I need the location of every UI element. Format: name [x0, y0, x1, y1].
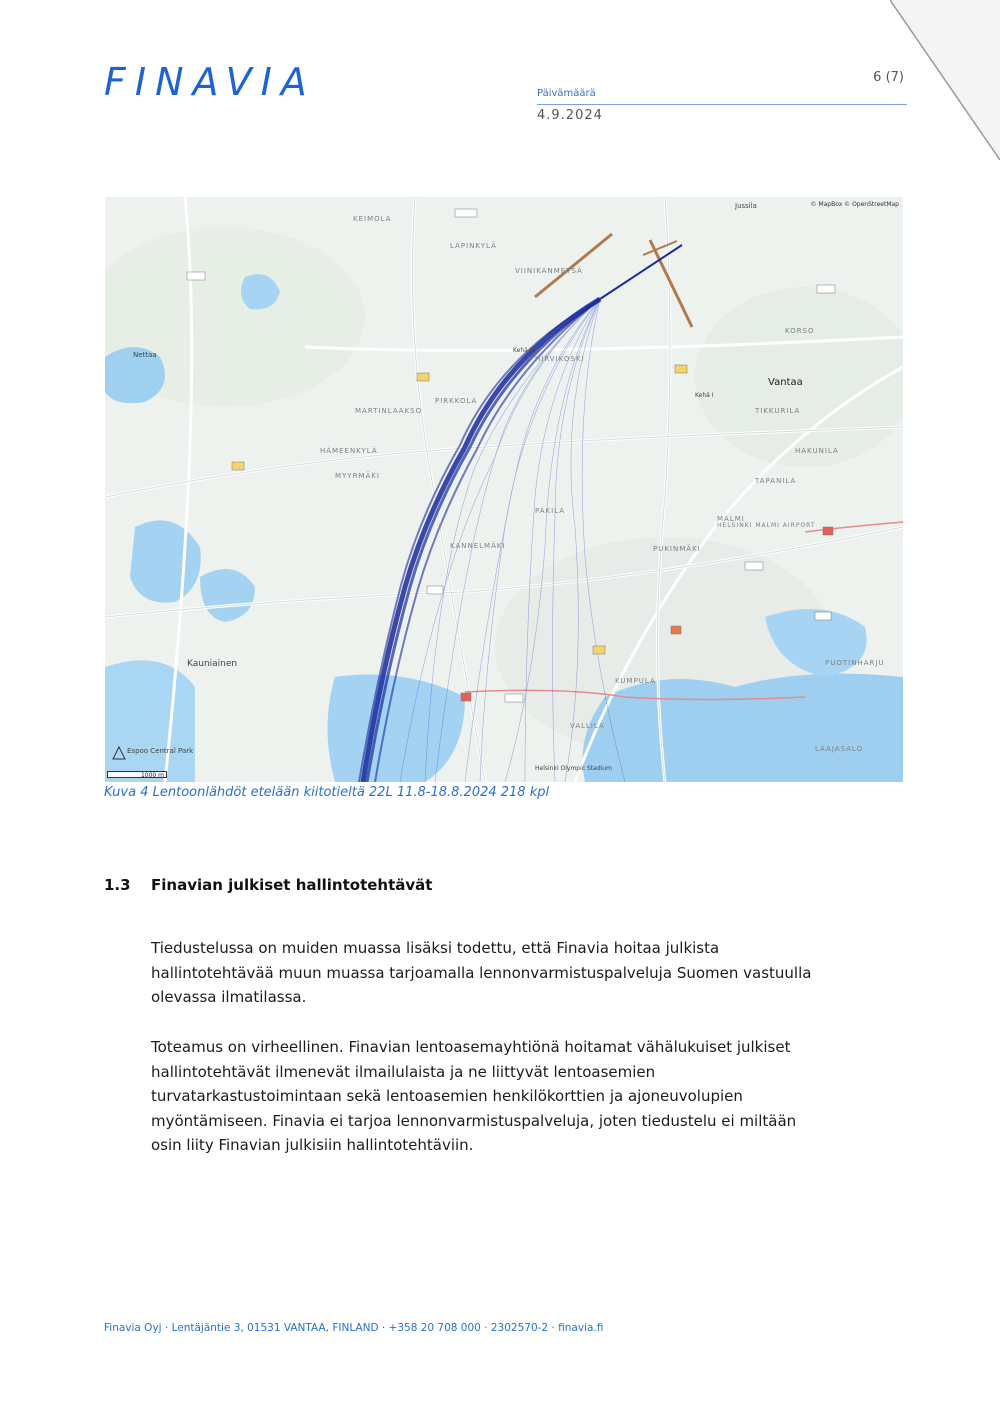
- figure-caption: Kuva 4 Lentoonlähdöt etelään kiitotieltä 22L 11.8-18.8.2024 218 kpl: [104, 785, 550, 800]
- district-label: VIINIKANMETSÄ: [515, 267, 583, 275]
- place-label-jussila: Jussila: [735, 202, 757, 210]
- page-number: 6 (7): [873, 70, 904, 85]
- district-label: KUMPULA: [615, 677, 656, 685]
- district-label: MALMI: [717, 515, 745, 523]
- district-label: HAKUNILA: [795, 447, 839, 455]
- district-label: TIKKURILA: [755, 407, 801, 415]
- place-label-malmi-airport: HELSINKI MALMI AIRPORT: [717, 522, 816, 529]
- district-label: PAKILA: [535, 507, 566, 515]
- paragraph-line: turvatarkastustoimintaan sekä lentoasemien henkilökorttien ja ajoneuvolupien: [151, 1087, 743, 1105]
- place-label-espoo-central-park: Espoo Central Park: [127, 747, 194, 755]
- place-label-olympic-stadium: Helsinki Olympic Stadium: [535, 765, 612, 772]
- city-label-vantaa: Vantaa: [768, 377, 803, 388]
- map-scale-bar: 1000 m: [107, 771, 167, 778]
- district-label: KEIMOLA: [353, 215, 392, 223]
- district-label: PUOTINHARJU: [825, 659, 885, 667]
- district-label: HIRVIKOSKI: [535, 355, 585, 363]
- district-label: HÄMEENKYLÄ: [320, 447, 378, 455]
- flight-track-map: [105, 197, 903, 782]
- date-value: 4.9.2024: [537, 108, 603, 123]
- district-label: PUKINMÄKI: [653, 545, 701, 553]
- section-title: Finavian julkiset hallintotehtävät: [151, 876, 433, 894]
- page-footer: Finavia Oyj · Lentäjäntie 3, 01531 VANTAA, FINLAND · +358 20 708 000 · 2302570-2 · finavia.fi: [104, 1322, 604, 1334]
- road-label-kehä-i: Kehä I: [695, 392, 714, 399]
- paragraph-line: Toteamus on virheellinen. Finavian lentoasemayhtiönä hoitamat vähälukuiset julkiset: [151, 1038, 791, 1056]
- city-label-kauniainen: Kauniainen: [187, 659, 238, 669]
- paragraph-line: myöntämiseen. Finavia ei tarjoa lennonvarmistuspalveluja, joten tiedustelu ei miltään: [151, 1111, 797, 1130]
- district-label: MYYRMÄKI: [335, 472, 380, 480]
- map-canvas: [105, 197, 903, 782]
- district-label: PIRKKOLA: [435, 397, 478, 405]
- paragraph-line: osin liity Finavian julkisiin hallintotehtäviin.: [151, 1136, 474, 1154]
- place-label-nettaa: Nettaa: [133, 351, 157, 359]
- paragraph-line: olevassa ilmatilassa.: [151, 988, 307, 1006]
- paragraph-2: [151, 1035, 881, 1158]
- district-label: MARTINLAAKSO: [355, 407, 423, 415]
- paragraph-line: hallintotehtävää muun muassa tarjoamalla lennonvarmistuspalveluja Suomen vastuulla: [151, 963, 812, 982]
- district-label: KANNELMÄKI: [450, 542, 506, 550]
- district-label: TAPANILA: [755, 477, 797, 485]
- district-label: LAPINKYLÄ: [450, 242, 497, 250]
- paragraph-1: [151, 936, 881, 1010]
- finavia-logo: FINAVIA: [104, 60, 316, 104]
- map-attribution: © MapBox © OpenStreetMap: [810, 201, 899, 208]
- district-label: VALLILA: [570, 722, 605, 730]
- road-label-kehä-iii: Kehä III: [513, 347, 536, 354]
- folded-corner: [890, 0, 1000, 160]
- paragraph-line: hallintotehtävät ilmenevät ilmailulaista ja ne liittyvät lentoasemien: [151, 1062, 656, 1081]
- paragraph-line: Tiedustelussa on muiden muassa lisäksi todettu, että Finavia hoitaa julkista: [151, 939, 720, 957]
- section-heading: [104, 876, 432, 894]
- district-label: KORSO: [785, 327, 815, 335]
- district-label: LAAJASALO: [815, 745, 864, 753]
- section-number: 1.3: [104, 876, 131, 894]
- date-label: Päivämäärä: [537, 88, 596, 99]
- date-divider: [537, 104, 907, 105]
